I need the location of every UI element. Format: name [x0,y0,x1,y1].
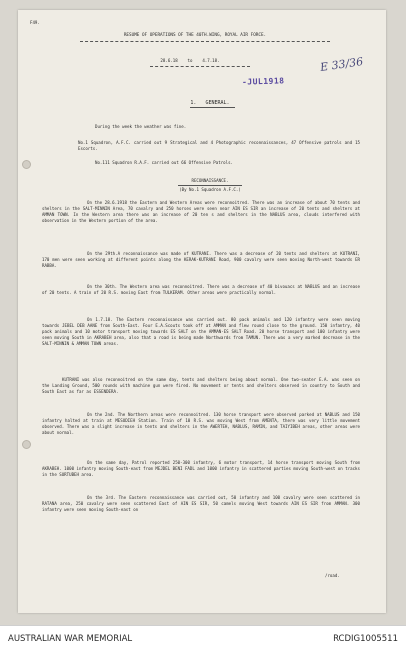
reconnaissance-subheading: (By No.1 Squadron A.F.C.) [179,187,241,192]
report-paragraph: On 1.7.18. The Eastern reconnaissance was carried out. 80 pack animals and 120 infantry were seen moving towards JEBEL DEB AANE from South-East. Four E.A.Scouts took off at AMMAN and flew round close to the ground. 150 infantry, 40 pack animals and 10 motor transport moving towards ES SALT on the AMMAN-ES SALT Road. 20 horse transport and 100 infantry were seen moving South in AKRABEH area, also that a road is being made Northwards from TAMUN. There was a very marked decrease in the SALT-MINNIN & AMMAN TOWN areas. [42,317,360,347]
footer-institution: AUSTRALIAN WAR MEMORIAL [8,634,133,644]
reconnaissance-underline [178,185,242,186]
squadron-1-summary: No.1 Squadron, A.F.C. carried out 9 Strategical and 4 Photographic reconnaissances, 47 Offensive patrols and 15 Escorts. [78,140,360,152]
archive-footer [0,625,406,655]
report-paragraph: On the same day, Patrol reported 250-300 infantry, 6 motor transport, 14 horse transport moving South from AKRABEH. 1000 infantry moving South-east from MEJDEL BENI FADL and 1000 infantry in scattered parties moving South-west on tracks in the SURTUBEH area. [42,460,360,478]
report-paragraph: On the 3rd. The Eastern reconnaissance was carried out, 50 infantry and 100 cavalry were seen scattered in RATANA area, 250 cavalry were seen scattered East of AIN ES SIR, 50 camels moving West towards AIN ES SIR from AMMAN. 300 infantry were seen moving South-east on [42,495,360,513]
reconnaissance-heading: RECONNAISSANCE. [191,178,229,183]
report-paragraph: On the 2nd. The Northern areas were reconnoitred. 130 horse transport were observed parked at NABLUS and 150 infantry halted at train at MESUDIEH Station. Train of 10 R.S. was moving West from AMENTA, there was very little movement observed. There was a slight increase in tents and shelters in the AWERTEH, NABLUS, RAMIN, and TAIYIBEH areas, other areas were about normal. [42,412,360,436]
report-paragraph: On the 29th.A reconnaissance was made of KUTRANI. There was a decrease of 20 tents and shelters at KUTRANI, 170 men were seen working at different points along the KERAK-KUTRANI Road, 900 cavalry were seen moving North-west towards ER RABBA. [42,251,360,269]
date-range: 28.6.18 to 4.7.18. [160,58,220,63]
document-title: RESUME OF OPERATIONS OF THE 40TH.WING, ROYAL AIR FORCE. [123,33,267,38]
squadron-111-summary: No.111 Squadron R.A.F. carried out 66 Offensive Patrols. [95,160,234,165]
report-paragraph: On the 30th. The Western area was reconnoitred. There was a decrease of 40 bivouacs at NABLUS and an increase of 20 tents. A train of 20 R.S. moving East from TULKERAM. Other areas were practically normal. [42,284,360,296]
punch-hole [22,440,31,449]
continuation-mark: /road. [325,573,340,578]
punch-hole [22,160,31,169]
weather-line: During the week the weather was fine. [95,124,187,129]
title-underline [80,41,330,42]
section-heading: 1. GENERAL. [190,100,230,106]
reference-mark: F49. [30,20,40,25]
report-paragraph: On the 28.6.1918 the Eastern and Western Areas were reconnoitred. There was an increase of about 70 tents and shelters in the SALT-MINNIN Area, 70 cavalry and 250 horses were seen near AIN ES SIR an increase of 20 tents and shelters at AMMAN TOWN. In the Western area there was an increase of 20 ten s and shelters in the NABLUS area, clouds interfered with observation in the Western portion of the area. [42,200,360,224]
footer-record-id: RCDIG1005511 [333,634,398,644]
section-heading-underline [190,107,235,108]
received-date-stamp: -JUL1918 [241,76,285,87]
report-paragraph: KUTRANI was also reconnoitred on the same day, tents and shelters being about normal. One two-seater E.A. was seen on the Landing Ground, 500 rounds with machine gun were fired. No movement or tents and shelters observed in country to South and South East as far as ESSENDERA. [42,377,360,395]
file-number-annotation: E 33/36 [319,55,364,74]
date-underline [150,66,250,67]
